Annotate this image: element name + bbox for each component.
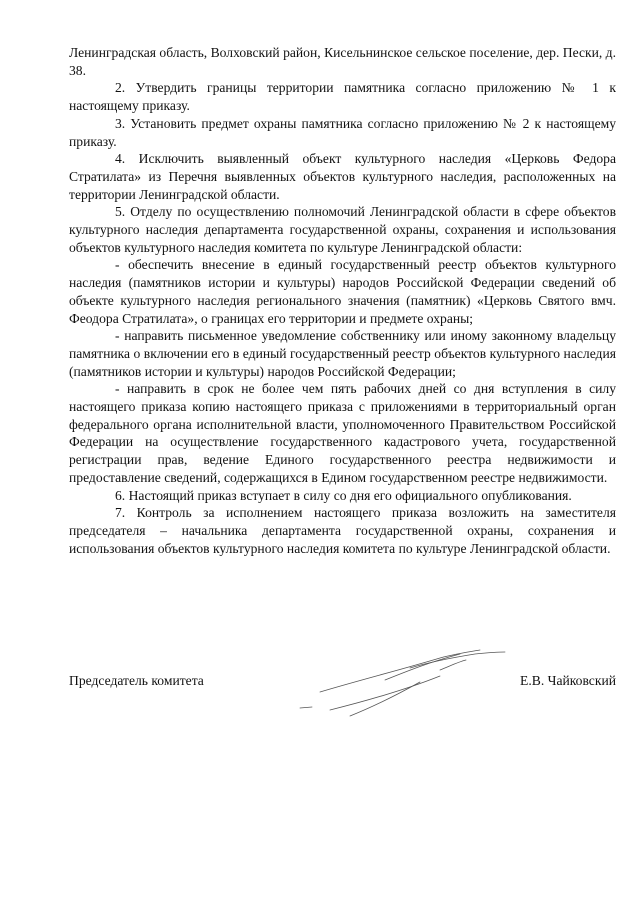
handwritten-signature bbox=[290, 640, 520, 720]
signatory-title: Председатель комитета bbox=[69, 673, 204, 688]
paragraph-address: Ленинградская область, Волховский район, Кисельнинское сельское поселение, дер. Пески, д. 38. bbox=[69, 45, 616, 78]
paragraph-7: 7. Контроль за исполнением настоящего приказа возложить на заместителя председателя – начальника департамента государственной охраны, сохранения и использования объектов культурного наследия комитета по культуре Ленинградской области. bbox=[69, 505, 616, 556]
paragraph-5-item-1: - обеспечить внесение в единый государственный реестр объектов культурного наследия (памятников истории и культуры) народов Российской Федерации сведений об объекте культурного наследия регионального значения (памятник) «Церковь Святого вмч. Феодора Стратилата», о границах его территории и предмете охраны; bbox=[69, 257, 616, 326]
document-body bbox=[69, 44, 616, 557]
signatory-name: Е.В. Чайковский bbox=[520, 673, 616, 688]
paragraph-3: 3. Установить предмет охраны памятника согласно приложению № 2 к настоящему приказу. bbox=[69, 115, 616, 149]
paragraph-5-item-2: - направить письменное уведомление собственнику или иному законному владельцу памятника о включении его в единый государственный реестр объектов культурного наследия (памятников истории и культуры) народов Российской Федерации; bbox=[69, 328, 616, 379]
paragraph-4: 4. Исключить выявленный объект культурного наследия «Церковь Федора Стратилата» из Перечня выявленных объектов культурного наследия, расположенных на территории Ленинградской области. bbox=[69, 151, 616, 202]
paragraph-5-item-3: - направить в срок не более чем пять рабочих дней со дня вступления в силу настоящего приказа копию настоящего приказа с приложениями в территориальный орган федерального органа исполнительной власти, уполномоченного Правительством Российской Федерации на осуществление государственного кадастрового учета, государственной регистрации прав, ведение Единого государственного реестра недвижимости и предоставление сведений, содержащихся в Едином государственном реестре недвижимости. bbox=[69, 381, 616, 485]
paragraph-6: 6. Настоящий приказ вступает в силу со дня его официального опубликования. bbox=[115, 487, 572, 503]
paragraph-2: 2. Утвердить границы территории памятника согласно приложению № 1 к настоящему приказу. bbox=[69, 80, 616, 114]
paragraph-5: 5. Отделу по осуществлению полномочий Ленинградской области в сфере объектов культурного наследия департамента государственной охраны, сохранения и использования объектов культурного наследия комитета по культуре Ленинградской области: bbox=[69, 204, 616, 255]
